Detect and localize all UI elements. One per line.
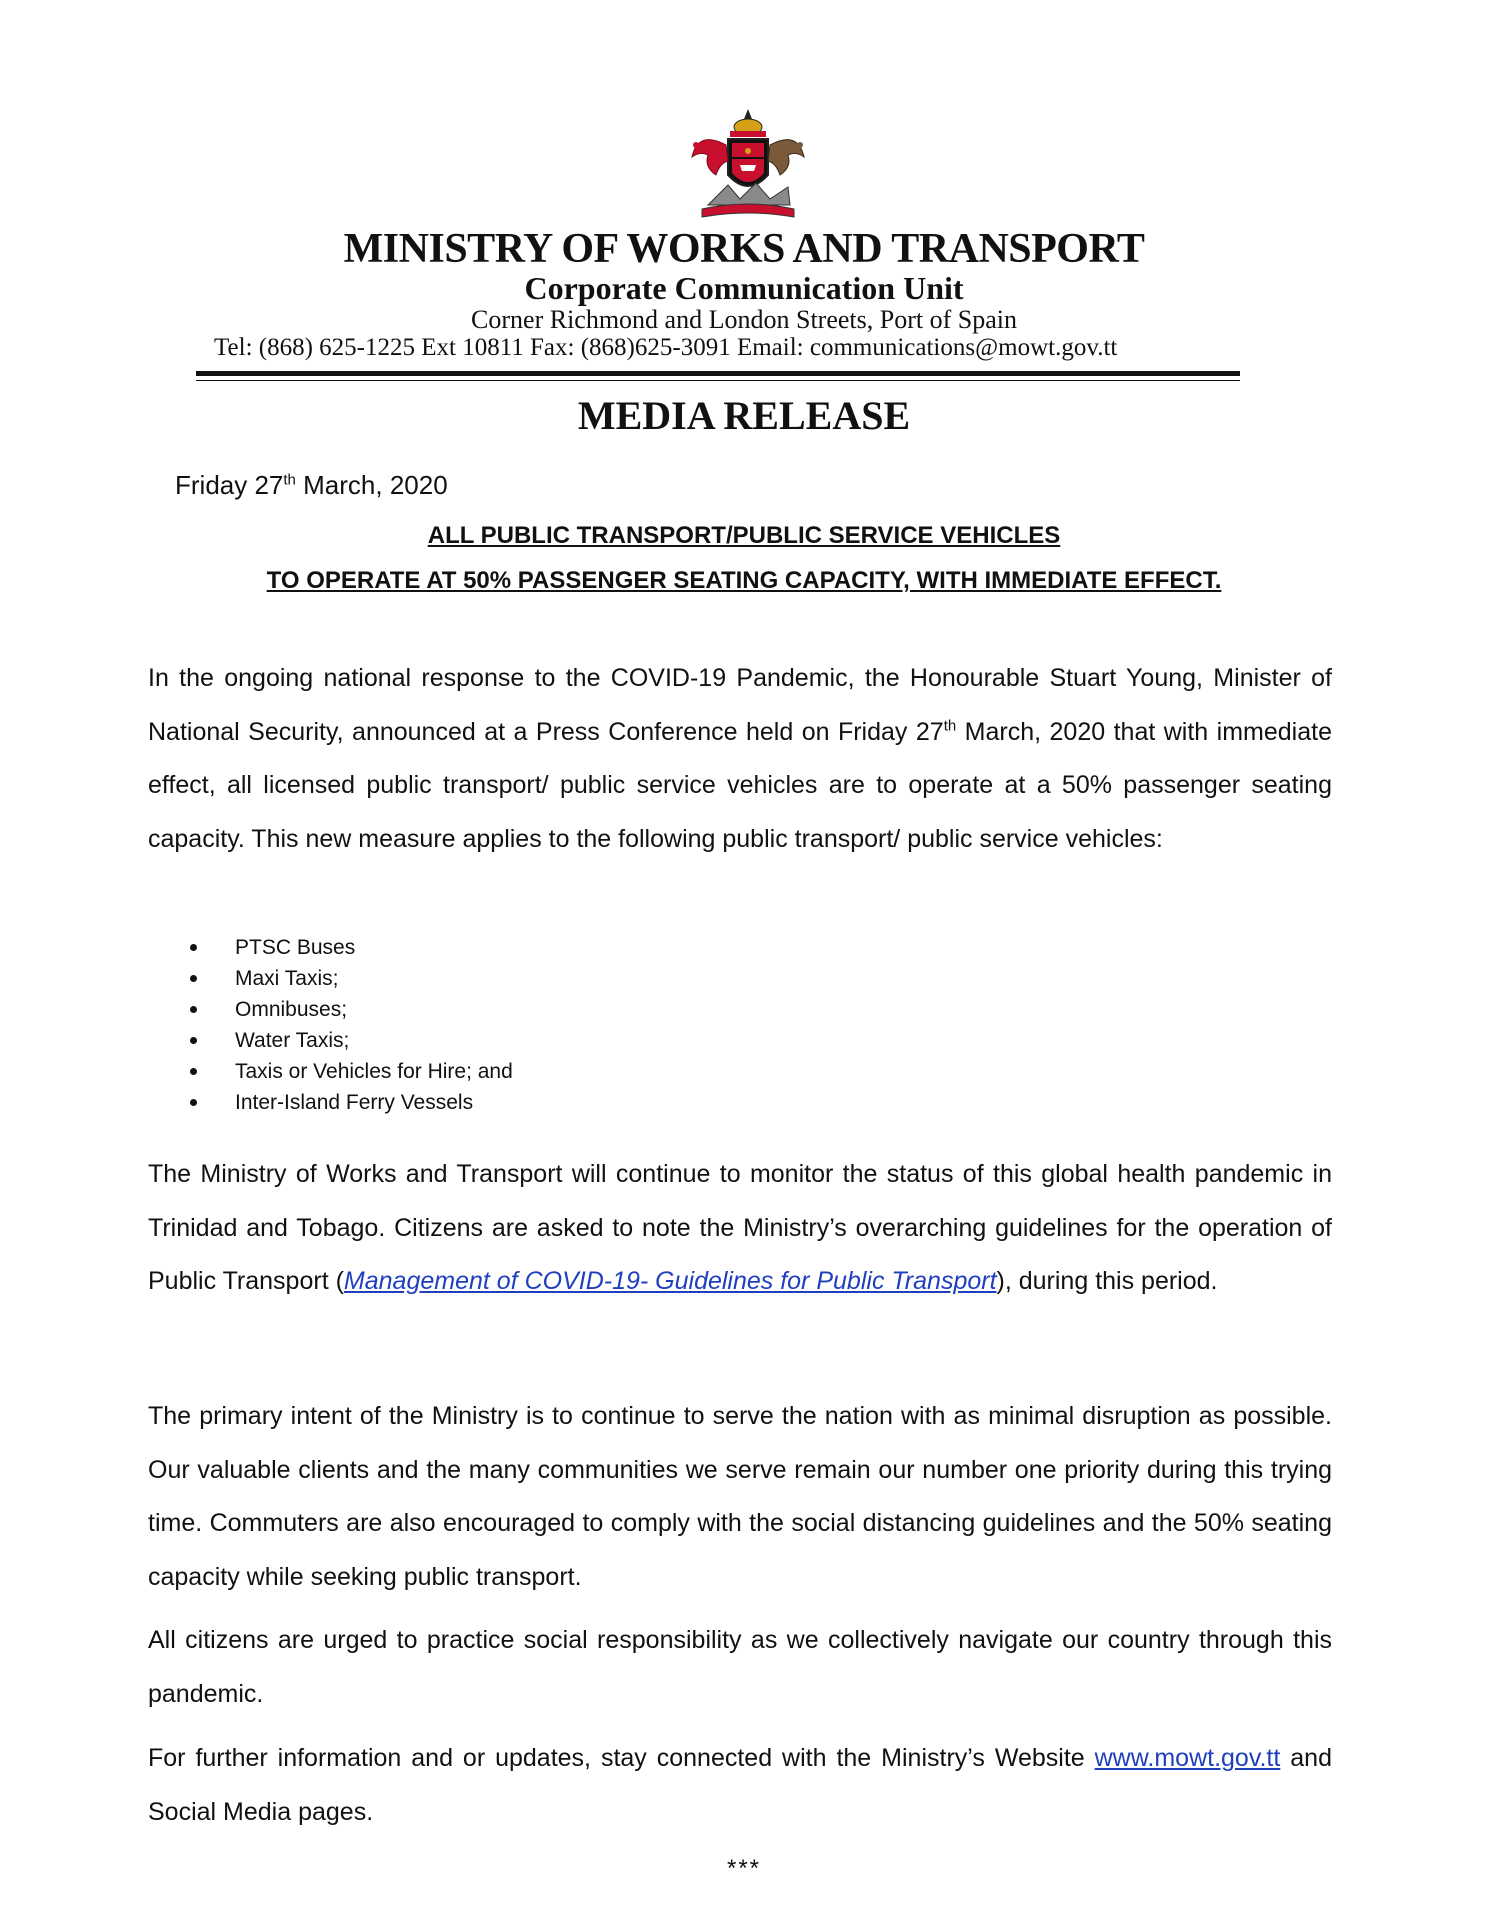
address: Corner Richmond and London Streets, Port of Spain [471,305,1017,334]
website-link[interactable]: www.mowt.gov.tt [1094,1744,1281,1772]
ministry-title: MINISTRY OF WORKS AND TRANSPORT [343,226,1145,272]
list-item: PTSC Buses [190,932,513,963]
coat-of-arms-icon [678,105,818,225]
paragraph-contact: For further information and or updates, stay connected with the Ministry’s Website www.mowt.gov.tt and Social Media pages. [148,1744,1332,1826]
contact-line: Tel: (868) 625-1225 Ext 10811 Fax: (868)625-3091 Email: communications@mowt.gov.tt [214,334,1118,361]
subject-line-1: ALL PUBLIC TRANSPORT/PUBLIC SERVICE VEHICLES [427,522,1061,549]
bullet-icon [190,975,197,982]
bullet-icon [190,944,197,951]
paragraph-monitoring: The Ministry of Works and Transport will continue to monitor the status of this global health pandemic in Trinidad and Tobago. Citizens are asked to note the Ministry’s overarching guidelines for the operation of Public Transport (Management of COVID-19- Guidelines for Public Transport), during this period. [148,1160,1332,1295]
list-item: Omnibuses; [190,994,513,1025]
document-type: MEDIA RELEASE [577,393,911,438]
end-mark: *** [726,1855,762,1882]
bullet-icon [190,1037,197,1044]
header-divider-thick [196,371,1240,376]
release-date: Friday 27th March, 2020 [175,470,448,500]
bullet-icon [190,1006,197,1013]
list-item: Inter-Island Ferry Vessels [190,1087,513,1118]
list-item: Maxi Taxis; [190,963,513,994]
list-item: Taxis or Vehicles for Hire; and [190,1056,513,1087]
vehicle-list [190,932,513,1118]
paragraph-intent: The primary intent of the Ministry is to continue to serve the nation with as minimal disruption as possible. Our valuable clients and the many communities we serve remain our number one priority during this trying time. Commuters are also encouraged to comply with the social distancing guidelines and the 50% seating capacity while seeking public transport. [148,1402,1332,1591]
bullet-icon [190,1068,197,1075]
subject-line-2: TO OPERATE AT 50% PASSENGER SEATING CAPACITY, WITH IMMEDIATE EFFECT. [266,567,1222,594]
header-divider-thin [196,380,1240,381]
paragraph-responsibility: All citizens are urged to practice social responsibility as we collectively navigate our country through this pandemic. [148,1626,1332,1708]
guidelines-link[interactable]: Management of COVID-19- Guidelines for Public Transport [343,1267,997,1295]
paragraph-intro: In the ongoing national response to the COVID-19 Pandemic, the Honourable Stuart Young, Minister of National Security, announced at a Press Conference held on Friday 27th March, 2020 that with immediate effect, all licensed public transport/ public service vehicles are to operate at a 50% passenger seating capacity. This new measure applies to the following public transport/ public service vehicles: [148,664,1332,853]
unit-name: Corporate Communication Unit [524,270,964,306]
list-item: Water Taxis; [190,1025,513,1056]
bullet-icon [190,1099,197,1106]
